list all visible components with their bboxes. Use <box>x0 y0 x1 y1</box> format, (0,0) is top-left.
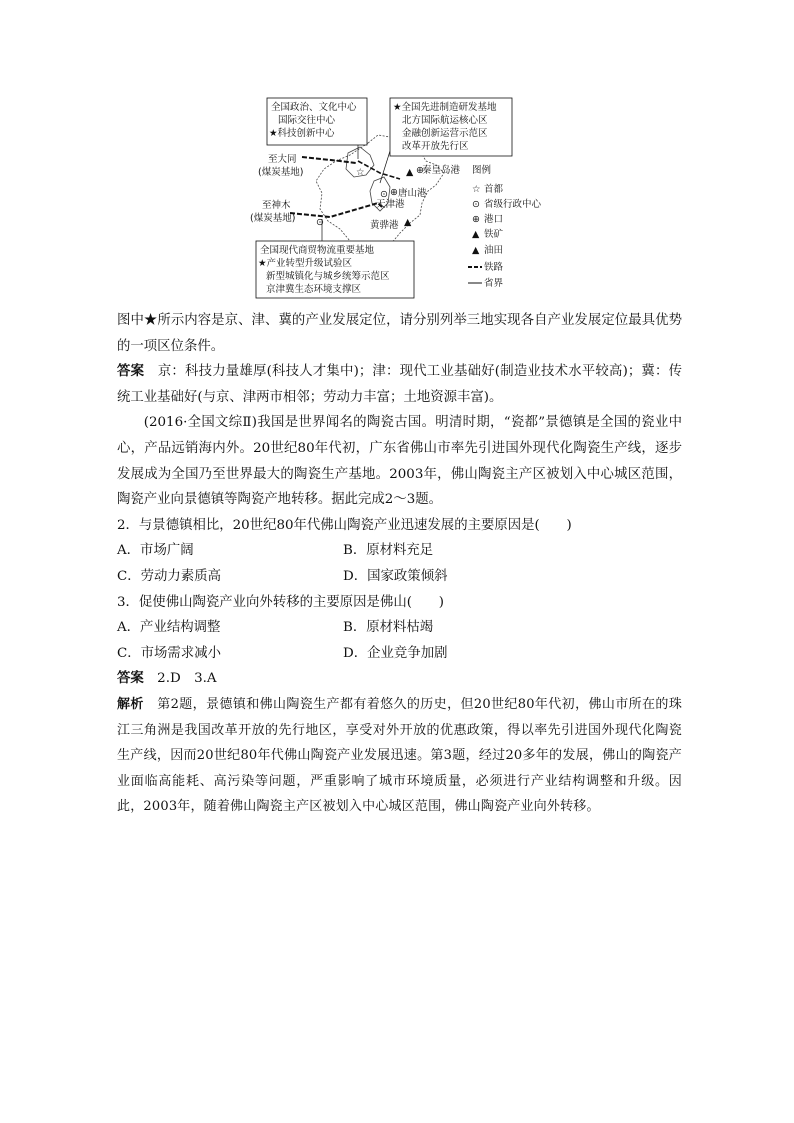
answer-2-3-label: 答案 <box>117 670 144 687</box>
q3-stem: 3．促使佛山陶瓷产业向外转移的主要原因是佛山( ) <box>117 594 444 610</box>
legend-capital-icon: ☆ <box>472 184 481 195</box>
box-b-line-1: 全国现代商贸物流重要基地 <box>260 245 375 256</box>
box-tr-line-3: 金融创新运营示范区 <box>402 128 488 139</box>
document-body <box>117 308 682 820</box>
answer-2-3 <box>117 666 682 692</box>
label-tangshan: 唐山港 <box>398 188 427 199</box>
q1-answer-label: 答案 <box>117 363 145 380</box>
analysis-text: 第2题，景德镇和佛山陶瓷生产都有着悠久的历史，但20世纪80年代初，佛山市所在的珠江三角洲是我国改革开放的先行地区，享受对外开放的优惠政策，得以率先引进国外现代化陶瓷生产线，因而20世纪80年代佛山陶瓷产业发展迅速。第3题，经过20多年的发展，佛山的陶瓷产业面临高能耗、高污染等问题，严重影响了城市环境质量，必须进行产业结构调整和升级。因此，2003年，随着佛山陶瓷主产区被划入中心城区范围，佛山陶瓷产业向外转移。 <box>117 696 683 815</box>
map-figure <box>250 95 550 305</box>
box-b-line-4: 京津冀生态环境支撑区 <box>266 284 362 295</box>
label-datong: 至大同 <box>268 154 297 165</box>
label-qinhuangdao: 秦皇岛港 <box>422 165 461 176</box>
oilfield-icon: ▲ <box>404 217 412 228</box>
legend-item-border: 省界 <box>484 278 504 289</box>
q2-option-a: A．市场广阔 <box>117 543 194 559</box>
box-b-line-2: ★产业转型升级试验区 <box>258 258 353 269</box>
legend-oil-icon: ▲ <box>472 245 480 256</box>
legend-item-capital: 首都 <box>484 184 504 195</box>
iron-mine-icon: ▲ <box>406 167 414 178</box>
label-shenmu-sub: (煤炭基地) <box>250 213 296 224</box>
legend-iron-icon: ▲ <box>472 229 480 240</box>
q2-option-d: D．国家政策倾斜 <box>343 568 448 584</box>
q3-option-b: B．原材料枯竭 <box>343 620 434 636</box>
q3-option-d: D．企业竞争加剧 <box>343 645 448 661</box>
box-tl-line-1: 全国政治、文化中心 <box>271 102 357 113</box>
legend-title: 图例 <box>472 165 492 176</box>
box-tr-line-2: 北方国际航运核心区 <box>402 115 488 126</box>
box-tl-line-3: ★科技创新中心 <box>269 128 335 139</box>
legend-item-port: 港口 <box>484 214 504 225</box>
q2-option-c: C．劳动力素质高 <box>117 568 221 584</box>
analysis-label: 解析 <box>117 696 144 712</box>
q2-options-row-2 <box>117 564 682 590</box>
jingjinji-map <box>250 95 550 305</box>
legend-center-icon: ⊙ <box>472 199 480 210</box>
capital-star-icon: ☆ <box>356 167 365 178</box>
railway-shenmu <box>290 203 382 217</box>
label-tianjin: 天津港 <box>376 199 405 210</box>
q1-answer <box>117 359 682 410</box>
legend-item-oil: 油田 <box>484 245 504 256</box>
qinhuangdao-port-icon: ⊕ <box>416 165 424 176</box>
shijiazhuang-center-icon: ⊙ <box>316 217 324 228</box>
q2-option-b: B．原材料充足 <box>343 543 434 559</box>
legend-item-center: 省级行政中心 <box>484 199 542 210</box>
box-tr-line-4: 改革开放先行区 <box>402 141 469 152</box>
label-datong-sub: (煤炭基地) <box>258 167 304 178</box>
q3-option-a: A．产业结构调整 <box>117 620 221 636</box>
legend-port-icon: ⊕ <box>472 214 480 225</box>
railway-datong <box>302 157 356 163</box>
q3-option-c: C．市场需求减小 <box>117 645 221 661</box>
q2-stem: 2．与景德镇相比，20世纪80年代佛山陶瓷产业迅速发展的主要原因是( ) <box>117 517 572 533</box>
tianjin-center-icon: ⊙ <box>380 189 388 200</box>
q3-options-row-2 <box>117 641 682 667</box>
tangshan-port-icon: ⊕ <box>390 187 398 198</box>
answer-2-3-value: 2.D 3.A <box>157 671 217 687</box>
box-tr-line-1: ★全国先进制造研发基地 <box>393 102 497 113</box>
legend-item-railway: 铁路 <box>484 262 504 273</box>
analysis <box>117 692 682 820</box>
box-b-line-3: 新型城镇化与城乡统筹示范区 <box>266 271 390 282</box>
label-shenmu: 至神木 <box>262 200 291 211</box>
material-intro: (2016·全国文综Ⅱ)我国是世界闻名的陶瓷古国。明清时期，“瓷都”景德镇是全国的瓷业中心，产品远销海内外。20世纪80年代初，广东省佛山市率先引进国外现代化陶瓷生产线，逐步发展成为全国乃至世界最大的陶瓷生产基地。2003年，佛山陶瓷主产区被划入中心城区范围，陶瓷产业向景德镇等陶瓷产地转移。据此完成2～3题。 <box>117 415 682 508</box>
q1-question: 图中★所示内容是京、津、冀的产业发展定位，请分别列举三地实现各自产业发展定位最具优势的一项区位条件。 <box>117 313 682 354</box>
label-huanghua: 黄骅港 <box>370 220 399 231</box>
q2-options-row-1 <box>117 538 682 564</box>
box-tl-line-2: 国际交往中心 <box>278 115 336 126</box>
q1-answer-text: 京：科技力量雄厚(科技人才集中)；津：现代工业基础好(制造业技术水平较高)；冀：传统工业基础好(与京、津两市相邻；劳动力丰富；土地资源丰富)。 <box>117 364 683 405</box>
legend-item-iron: 铁矿 <box>484 229 504 240</box>
q3-options-row-1 <box>117 615 682 641</box>
